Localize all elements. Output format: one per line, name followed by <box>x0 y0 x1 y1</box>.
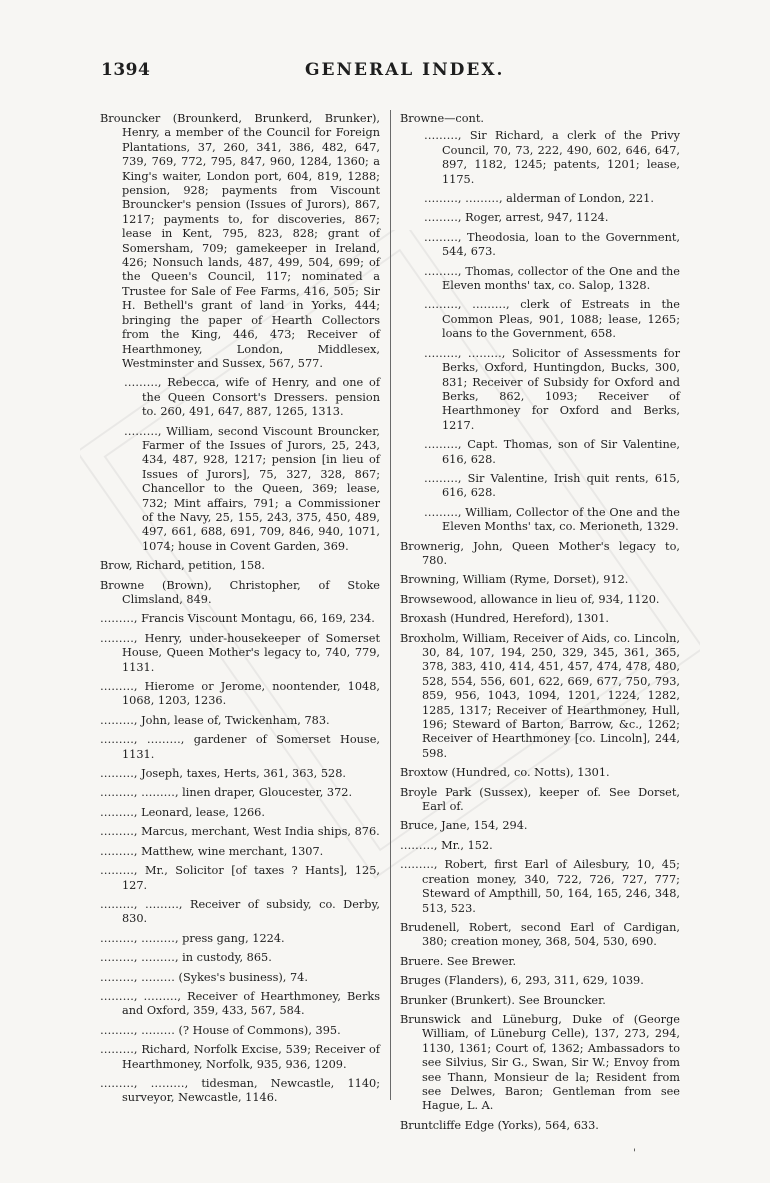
index-entry: ………, Sir Valentine, Irish quit rents, 615, 616, 628. <box>424 471 680 500</box>
index-entry: ………, Joseph, taxes, Herts, 361, 363, 528. <box>100 767 346 781</box>
index-entry: ………, Capt. Thomas, son of Sir Valentine, 616, 628. <box>424 438 680 466</box>
index-entry: ………, Roger, arrest, 947, 1124. <box>424 211 609 225</box>
index-entry: Brownerig, John, Queen Mother's legacy to, 780. <box>400 539 680 567</box>
index-entry: ………, ………, Solicitor of Assessments for Berks, Oxford, Huntingdon, Bucks, 300, 831; Receiver of Subsidy for Oxford and Berks, 862, 1093; Receiver of Hearthmoney for Oxford and Berks, 1217. <box>424 346 680 432</box>
index-entry: ………, Sir Richard, a clerk of the Privy Council, 70, 73, 222, 490, 602, 646, 647, 897, 1182, 1245; patents, 1201; lease, 1175. <box>424 129 680 186</box>
index-entry: ………, Marcus, merchant, West India ships, 876. <box>100 825 380 839</box>
index-entry: Brudenell, Robert, second Earl of Cardigan, 380; creation money, 368, 504, 530, 690. <box>400 920 680 949</box>
index-entry: ………, ………, press gang, 1224. <box>100 931 285 945</box>
index-entry: ………, ………, tidesman, Newcastle, 1140; surveyor, Newcastle, 1146. <box>100 1076 380 1105</box>
index-entry: ………, Matthew, wine merchant, 1307. <box>100 844 324 858</box>
index-entry: ………, Hierome or Jerome, noontender, 1048, 1068, 1203, 1236. <box>100 680 380 708</box>
index-entry: ………, Mr., 152. <box>400 838 493 852</box>
index-entry: Bruere. See Brewer. <box>400 954 517 968</box>
column-divider <box>390 110 391 1100</box>
index-entry: Brunker (Brunkert). See Brouncker. <box>400 993 606 1007</box>
index-entry: ………, Mr., Solicitor [of taxes ? Hants], 125, 127. <box>100 864 380 892</box>
index-entry: Broxash (Hundred, Hereford), 1301. <box>400 612 609 626</box>
right-column <box>400 112 680 1138</box>
index-entry: Broxtow (Hundred, co. Notts), 1301. <box>400 766 610 780</box>
index-entry: ………, ……… (? House of Commons), 395. <box>100 1023 341 1037</box>
index-entry: ………, ………, linen draper, Gloucester, 372. <box>100 786 353 800</box>
index-entry: ………, ………, Receiver of subsidy, co. Derby, 830. <box>100 897 380 926</box>
index-entry: Bruges (Flanders), 6, 293, 311, 629, 1039. <box>400 974 644 988</box>
index-entry: Brow, Richard, petition, 158. <box>100 559 265 573</box>
index-entry: Browsewood, allowance in lieu of, 934, 1120. <box>400 592 660 606</box>
index-entry: ………, Rebecca, wife of Henry, and one of the Queen Consort's Dressers. pension to. 260, 491, 647, 887, 1265, 1313. <box>124 376 380 419</box>
left-column <box>100 112 380 1111</box>
index-entry: ………, Robert, first Earl of Ailesbury, 10, 45; creation money, 340, 722, 726, 727, 777; Steward of Ampthill, 50, 164, 165, 246, 348, 513, 523. <box>400 858 680 915</box>
index-entry: Browne (Brown), Christopher, of Stoke Climsland, 849. <box>100 578 380 606</box>
index-entry: ………, ………, alderman of London, 221. <box>424 192 654 206</box>
index-entry: ………, Theodosia, loan to the Government, 544, 673. <box>424 230 680 259</box>
index-entry: ………, ………, gardener of Somerset House, 1131. <box>100 733 380 761</box>
index-entry: ………, William, second Viscount Brouncker, Farmer of the Issues of Jurors, 25, 243, 434, 487, 928, 1217; pension [in lieu of Issues of Jurors], 75, 327, 328, 867; Chancellor to the Queen, 369; lease, 732; Mint affairs, 791; a Commissioner of the Navy, 25, 155, 243, 375, 450, 489, 497, 661, 688, 691, 709, 846, 940, 1071, 1074; house in Covent Garden, 369. <box>124 424 380 553</box>
running-head: GENERAL INDEX. <box>305 60 505 80</box>
index-entry: ………, William, Collector of the One and the Eleven Months' tax, co. Merioneth, 1329. <box>424 505 680 534</box>
page-number: 1394 <box>101 60 151 80</box>
index-entry: ………, Henry, under-housekeeper of Somerset House, Queen Mother's legacy to, 740, 779, 1131. <box>100 631 380 674</box>
index-entry: ………, Francis Viscount Montagu, 66, 169, 234. <box>100 612 375 626</box>
index-entry: ………, Thomas, collector of the One and the Eleven months' tax, co. Salop, 1328. <box>424 264 680 293</box>
index-entry: Bruntcliffe Edge (Yorks), 564, 633. <box>400 1118 599 1132</box>
index-entry: ………, John, lease of, Twickenham, 783. <box>100 713 330 727</box>
index-entry: ………, Richard, Norfolk Excise, 539; Receiver of Hearthmoney, Norfolk, 935, 936, 1209. <box>100 1043 380 1071</box>
index-entry: Browne—cont. <box>400 112 484 125</box>
index-entry: Bruce, Jane, 154, 294. <box>400 819 528 833</box>
index-entry: Broxholm, William, Receiver of Aids, co. Lincoln, 30, 84, 107, 194, 250, 329, 345, 361, 365, 378, 383, 410, 414, 451, 457, 474, 478, 480, 528, 554, 556, 601, 622, 669, 677, 750, 793, 859, 956, 1043, 1094, 1201, 1224, 1282, 1285, 1317; Receiver of Hearthmoney, Hull, 196; Steward of Barton, Barrow, &c., 1262; Receiver of Hearthmoney [co. Lincoln], 244, 598. <box>400 631 680 760</box>
index-entry: ………, ………, in custody, 865. <box>100 951 272 965</box>
index-entry: Brunswick and Lüneburg, Duke of (George William, of Lüneburg Celle), 137, 273, 294, 1130, 1361; Court of, 1362; Ambassadors to see Silvius, Sir G., Swan, Sir W.; Envoy from see Thann, Monsieur de la; Resident from see Delwes, Baron; Gentleman from see Hague, L. A. <box>400 1012 680 1113</box>
index-entry: ………, ………, clerk of Estreats in the Common Pleas, 901, 1088; lease, 1265; loans to the Government, 658. <box>424 298 680 341</box>
index-entry: ………, ……… (Sykes's business), 74. <box>100 970 308 984</box>
index-entry: Brouncker (Brounkerd, Brunkerd, Brunker), Henry, a member of the Council for Foreign Plantations, 37, 260, 341, 386, 482, 647, 739, 769, 772, 795, 847, 960, 1284, 1360; a King's waiter, London port, 604, 819, 1288; pension, 928; payments from Viscount Brouncker's pension (Issues of Jurors), 867, 1217; payments to, for discoveries, 867; lease in Kent, 795, 823, 828; grant of Somersham, 709; gamekeeper in Ireland, 426; Nonsuch lands, 487, 499, 504, 699; of the Queen's Council, 117; nominated a Trustee for Sale of Fee Farms, 416, 505; Sir H. Bethell's grant of land in Yorks, 444; bringing the paper of Hearth Collectors from the King, 446, 473; Receiver of Hearthmoney, London, Middlesex, Westminster and Sussex, 567, 577. <box>100 112 380 370</box>
index-entry: Browning, William (Ryme, Dorset), 912. <box>400 573 629 587</box>
index-entry: ………, ………, Receiver of Hearthmoney, Berks and Oxford, 359, 433, 567, 584. <box>100 989 380 1018</box>
index-entry: Broyle Park (Sussex), keeper of. See Dorset, Earl of. <box>400 785 680 814</box>
index-entry: ………, Leonard, lease, 1266. <box>100 805 265 819</box>
stray-mark: ' <box>633 1148 636 1159</box>
